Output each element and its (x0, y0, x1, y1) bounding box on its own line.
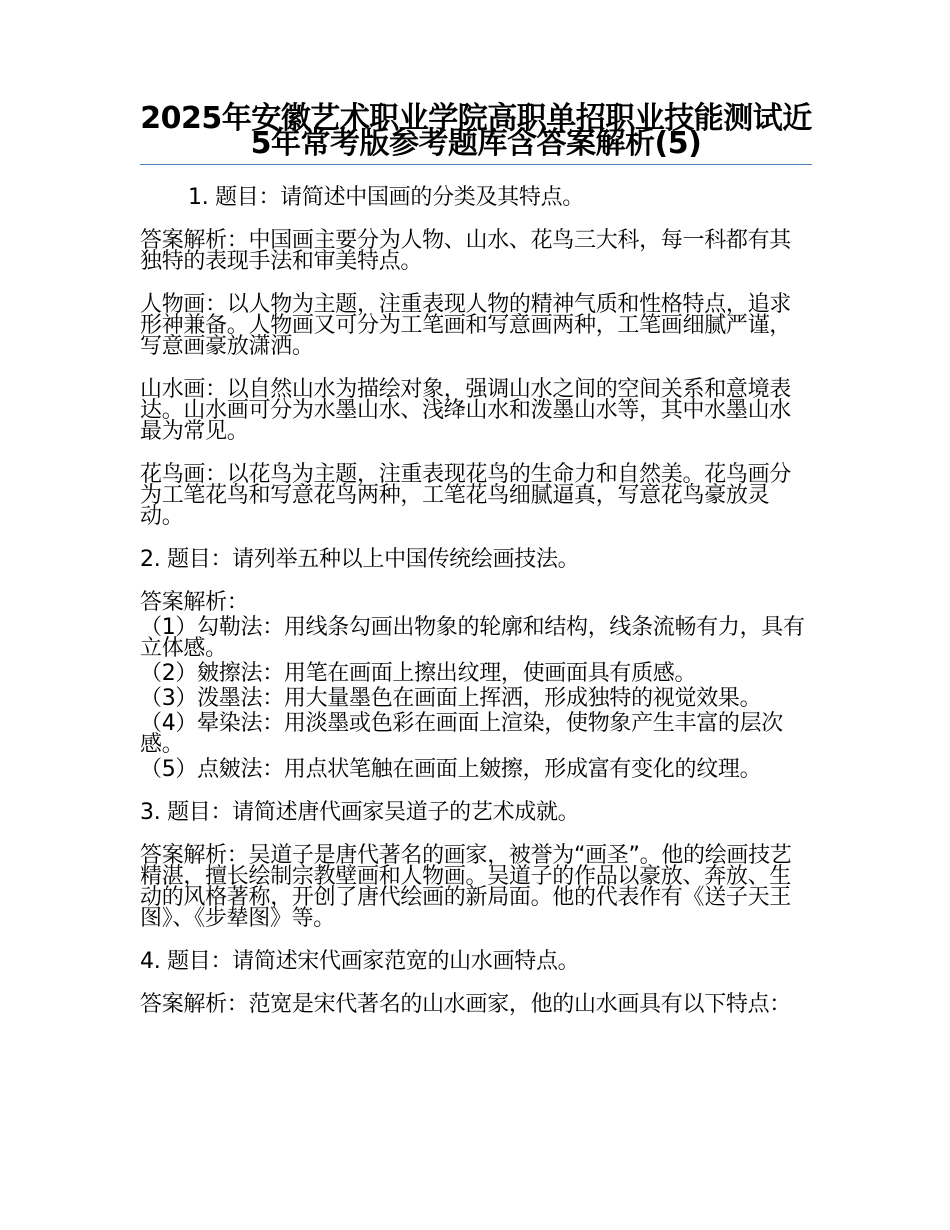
list-item: （1）勾勒法：用线条勾画出物象的轮廓和结构，线条流畅有力，具有立体感。 (140, 615, 805, 661)
question-4: 4. 题目：请简述宋代画家范宽的山水画特点。 (140, 949, 580, 974)
answer-4: 答案解析：范宽是宋代著名的山水画家，他的山水画具有以下特点： (140, 992, 792, 1017)
list-item: （3）泼墨法：用大量墨色在画面上挥洒，形成独特的视觉效果。 (140, 686, 762, 711)
document-page (140, 100, 812, 1037)
question-3: 3. 题目：请简述唐代画家吴道子的艺术成就。 (140, 800, 580, 825)
answer-2-list (140, 592, 812, 780)
title-divider (140, 164, 812, 165)
question-1: 1. 题目：请简述中国画的分类及其特点。 (188, 185, 584, 210)
list-item: （4）晕染法：用淡墨或色彩在画面上渲染，使物象产生丰富的层次感。 (140, 711, 783, 757)
list-item: （5）点皴法：用点状笔触在画面上皴擦，形成富有变化的纹理。 (140, 757, 762, 782)
answer-3: 答案解析：吴道子是唐代著名的画家，被誉为“画圣”。他的绘画技艺精湛，擅长绘制宗教壁画和人物画。吴道子的作品以豪放、奔放、生动的风格著称，开创了唐代绘画的新局面。他的代表作有《送子天王图》、《步辇图》等。 (140, 843, 792, 931)
answer-1-figure-painting: 人物画：以人物为主题，注重表现人物的精神气质和性格特点，追求形神兼备。人物画又可分为工笔画和写意画两种，工笔画细腻严谨，写意画豪放潇洒。 (140, 292, 792, 359)
answer-1-landscape-painting: 山水画：以自然山水为描绘对象，强调山水之间的空间关系和意境表达。山水画可分为水墨山水、浅绛山水和泼墨山水等，其中水墨山水最为常见。 (140, 377, 792, 444)
answer-1-intro: 答案解析：中国画主要分为人物、山水、花鸟三大科，每一科都有其独特的表现手法和审美特点。 (140, 228, 792, 274)
list-item: （2）皴擦法：用笔在画面上擦出纹理，使画面具有质感。 (140, 661, 697, 686)
question-2: 2. 题目：请列举五种以上中国传统绘画技法。 (140, 547, 580, 572)
document-title: 2025年安徽艺术职业学院高职单招职业技能测试近5年常考版参考题库含答案解析(5) (140, 101, 812, 161)
answer-2-label: 答案解析： (140, 590, 249, 615)
answer-1-flower-bird-painting: 花鸟画：以花鸟为主题，注重表现花鸟的生命力和自然美。花鸟画分为工笔花鸟和写意花鸟两种，工笔花鸟细腻逼真，写意花鸟豪放灵动。 (140, 462, 792, 529)
